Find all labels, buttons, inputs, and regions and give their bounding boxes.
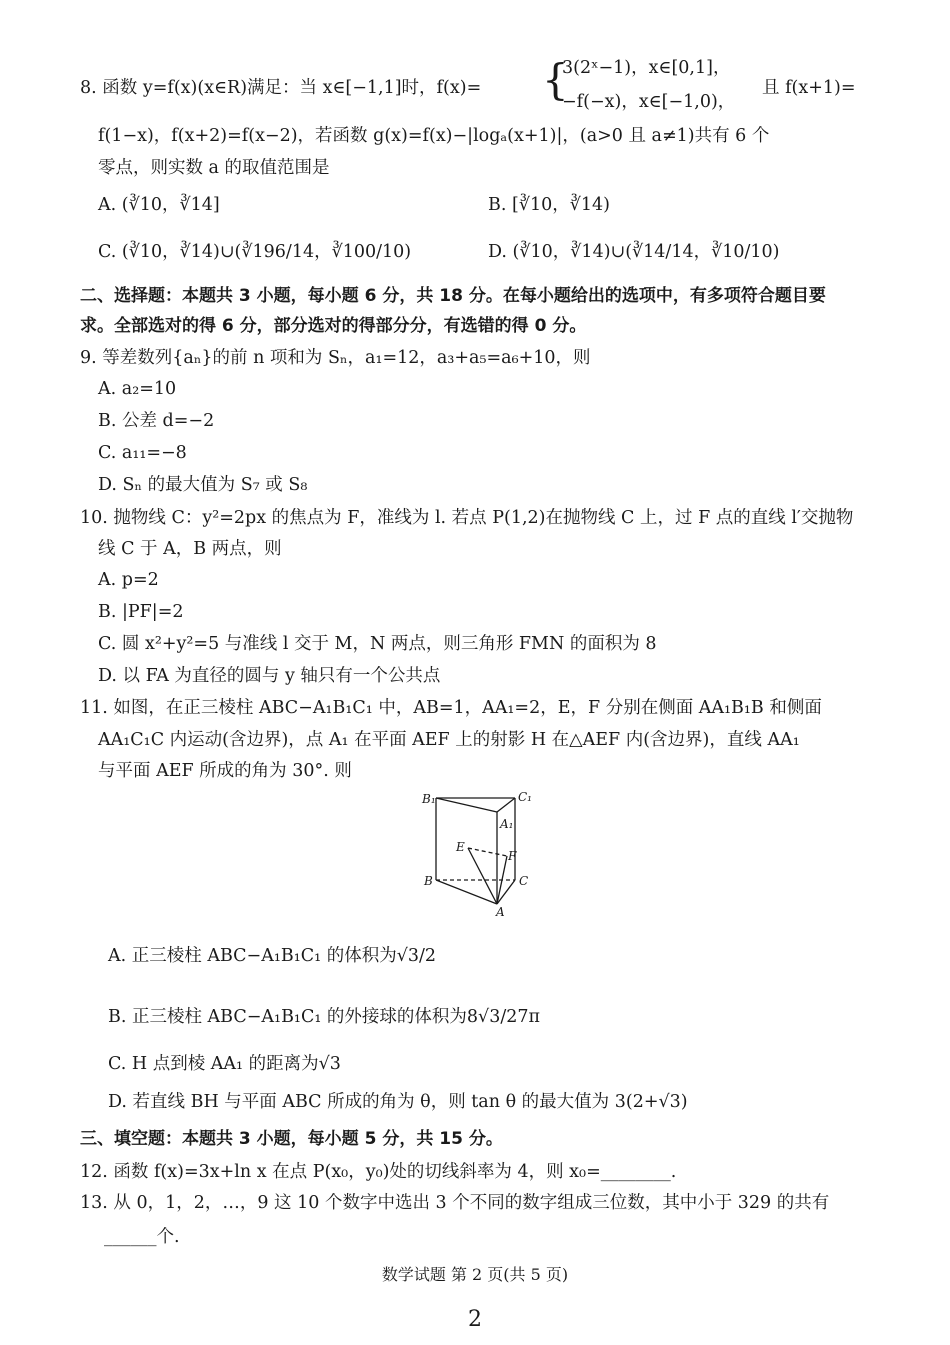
q11-option-c: C. H 点到棱 AA₁ 的距离为√3 [108,1054,341,1074]
label-c: C [519,874,529,888]
q9-option-b: B. 公差 d=−2 [98,411,215,431]
brace: { [542,55,569,104]
label-a: A [496,905,505,918]
q8-stem-line1: 8. 函数 y=f(x)(x∈R)满足：当 x∈[−1,1]时，f(x)= [80,78,482,98]
label-b1: B₁ [422,792,436,806]
q11-option-a: A. 正三棱柱 ABC−A₁B₁C₁ 的体积为√3/2 [108,946,437,966]
page-number: 2 [468,1307,482,1332]
label-c1: C₁ [518,790,532,804]
q10-option-d: D. 以 FA 为直径的圆与 y 轴只有一个公共点 [98,666,441,686]
q8-option-d: D. (∛10，∛14)∪(∛14/14，∛10/10) [488,242,780,262]
label-b: B [424,874,433,888]
q9-option-d: D. Sₙ 的最大值为 S₇ 或 S₈ [98,475,308,495]
q9-option-c: C. a₁₁=−8 [98,443,187,463]
label-a1: A₁ [500,817,514,831]
segment-ae [468,848,497,904]
q9-option-a: A. a₂=10 [98,379,177,399]
q10-option-a: A. p=2 [98,570,159,590]
q10-stem-line1: 10. 抛物线 C：y²=2px 的焦点为 F，准线为 l. 若点 P(1,2)在抛物线 C 上，过 F 点的直线 l′交抛物 [80,508,854,528]
section3-heading: 三、填空题：本题共 3 小题，每小题 5 分，共 15 分。 [80,1129,503,1149]
segment-ef [468,848,507,856]
q8-case2: −f(−x)，x∈[−1,0)， [562,92,736,112]
q8-option-a: A. (∛10，∛14] [98,195,220,215]
q11-stem-line2: AA₁C₁C 内运动(含边界)，点 A₁ 在平面 AEF 上的射影 H 在△AEF 内(含边界)，直线 AA₁ [98,730,800,750]
q10-option-b: B. |PF|=2 [98,602,184,622]
section2-heading: 二、选择题：本题共 3 小题，每小题 6 分，共 18 分。在每小题给出的选项中，有多项符合题目要 [80,286,826,306]
prism-figure [418,788,538,918]
section2-heading-2: 求。全部选对的得 6 分，部分选对的得部分分，有选错的得 0 分。 [80,316,587,336]
q11-stem-line1: 11. 如图，在正三棱柱 ABC−A₁B₁C₁ 中，AB=1，AA₁=2，E，F 分别在侧面 AA₁B₁B 和侧面 [80,698,822,718]
q10-option-c: C. 圆 x²+y²=5 与准线 l 交于 M，N 两点，则三角形 FMN 的面积为 8 [98,634,657,654]
q11-stem-line3: 与平面 AEF 所成的角为 30°. 则 [98,761,352,781]
q11-option-b: B. 正三棱柱 ABC−A₁B₁C₁ 的外接球的体积为8√3/27π [108,1007,541,1027]
label-f: F [508,849,517,863]
q8-option-c: C. (∛10，∛14)∪(∛196/14，∛100/10) [98,242,412,262]
label-e: E [456,840,465,854]
q9-stem: 9. 等差数列{aₙ}的前 n 项和为 Sₙ，a₁=12，a₃+a₅=a₆+10，则 [80,348,591,368]
edge-b1a1 [436,798,497,812]
q8-stem-line1b: 且 f(x+1)= [762,78,856,98]
q8-option-b: B. [∛10，∛14) [488,195,610,215]
q10-stem-line2: 线 C 于 A，B 两点，则 [98,539,282,559]
edge-ab [436,880,497,904]
q8-stem-line2: f(1−x)，f(x+2)=f(x−2)，若函数 g(x)=f(x)−|logₐ(x+1)|，(a>0 且 a≠1)共有 6 个 [98,126,770,146]
q8-stem-line3: 零点，则实数 a 的取值范围是 [98,158,330,178]
edge-a1c1 [497,798,515,812]
q8-case1: 3(2ˣ−1)，x∈[0,1]， [562,58,731,78]
q13-line2: ______个. [104,1227,180,1247]
q13-line1: 13. 从 0，1，2，…，9 这 10 个数字中选出 3 个不同的数字组成三位数，其中小于 329 的共有 [80,1193,830,1213]
page-footer: 数学试题 第 2 页(共 5 页) [381,1265,569,1284]
q11-option-d: D. 若直线 BH 与平面 ABC 所成的角为 θ，则 tan θ 的最大值为 3(2+√3) [108,1092,688,1112]
q12: 12. 函数 f(x)=3x+ln x 在点 P(x₀，y₀)处的切线斜率为 4，则 x₀=________. [80,1162,677,1182]
